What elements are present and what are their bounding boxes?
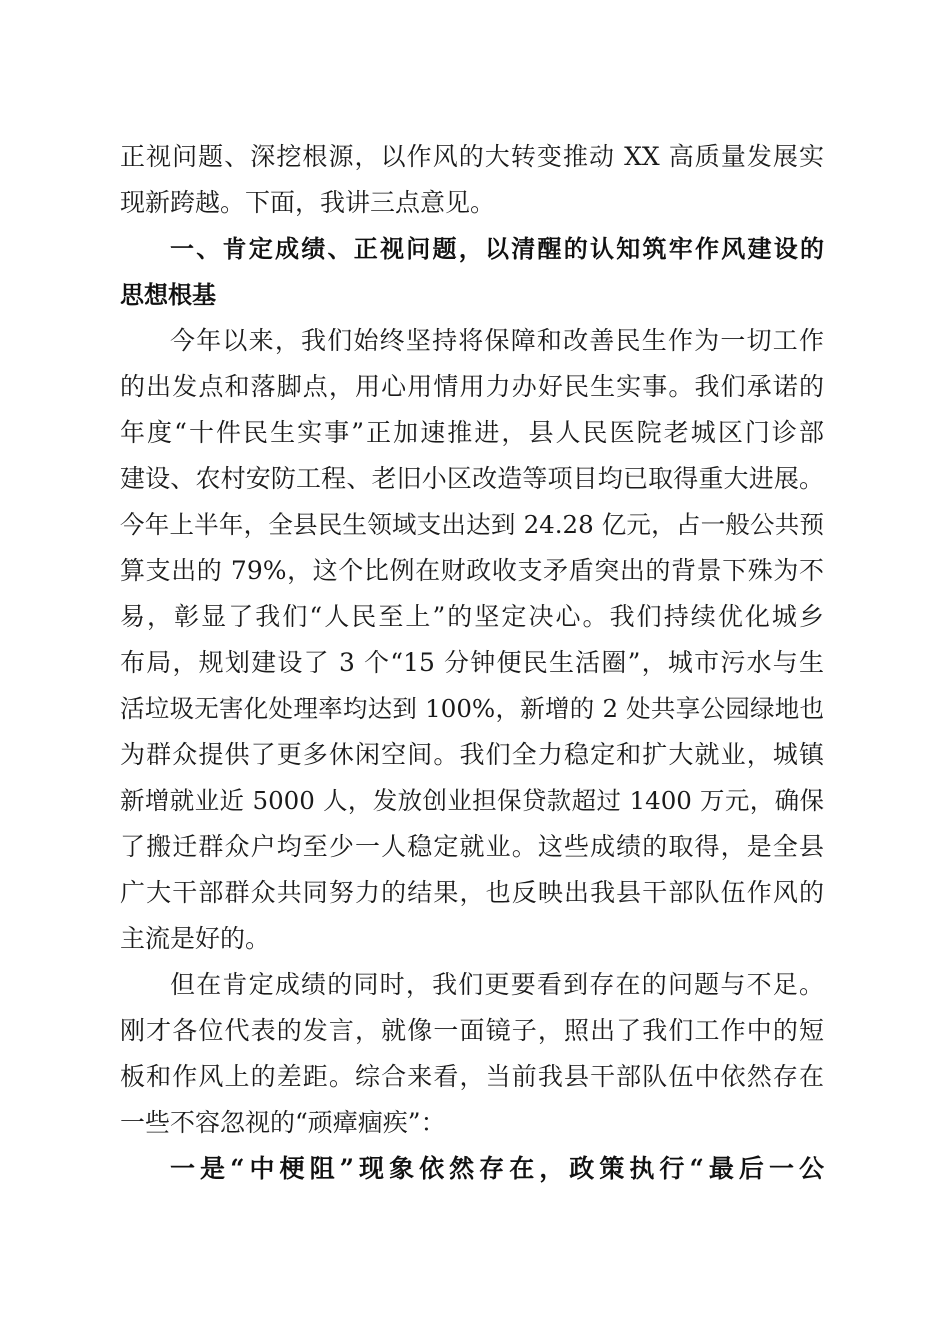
text-line: 一些不容忽视的“顽瘴痼疾”： <box>120 1108 446 1137</box>
section-heading: 一、肯定成绩、正视问题，以清醒的认知筑牢作风建设的 <box>170 235 824 263</box>
text-line: 新增就业近 5000 人，发放创业担保贷款超过 1400 万元，确保 <box>120 786 824 815</box>
section-heading: 思想根基 <box>120 281 216 309</box>
text-line: 刚才各位代表的发言，就像一面镜子，照出了我们工作中的短 <box>120 1016 824 1045</box>
text-line: 主流是好的。 <box>120 924 271 953</box>
text-line: 建设、农村安防工程、老旧小区改造等项目均已取得重大进展。 <box>120 464 824 493</box>
text-line: 今年以来，我们始终坚持将保障和改善民生作为一切工作 <box>170 326 824 355</box>
text-line: 正视问题、深挖根源，以作风的大转变推动 XX 高质量发展实 <box>120 142 824 171</box>
text-line: 算支出的 79%，这个比例在财政收支矛盾突出的背景下殊为不 <box>120 556 824 585</box>
point-heading: 一是“中梗阻”现象依然存在，政策执行“最后一公 <box>170 1154 824 1183</box>
text-line: 了搬迁群众户均至少一人稳定就业。这些成绩的取得，是全县 <box>120 832 824 861</box>
text-line: 年度“十件民生实事”正加速推进，县人民医院老城区门诊部 <box>120 418 824 447</box>
text-line: 易，彰显了我们“人民至上”的坚定决心。我们持续优化城乡 <box>120 602 824 631</box>
text-line: 板和作风上的差距。综合来看，当前我县干部队伍中依然存在 <box>120 1062 824 1091</box>
text-line: 为群众提供了更多休闲空间。我们全力稳定和扩大就业，城镇 <box>120 740 824 769</box>
text-line: 今年上半年，全县民生领域支出达到 24.28 亿元，占一般公共预 <box>120 510 824 539</box>
text-line: 的出发点和落脚点，用心用情用力办好民生实事。我们承诺的 <box>120 372 824 401</box>
text-line: 现新跨越。下面，我讲三点意见。 <box>120 188 496 217</box>
text-line: 广大干部群众共同努力的结果，也反映出我县干部队伍作风的 <box>120 878 824 907</box>
text-line: 活垃圾无害化处理率均达到 100%，新增的 2 处共享公园绿地也 <box>120 694 824 723</box>
text-line: 但在肯定成绩的同时，我们更要看到存在的问题与不足。 <box>170 970 824 999</box>
document-body <box>120 134 824 1192</box>
text-line: 布局，规划建设了 3 个“15 分钟便民生活圈”，城市污水与生 <box>120 648 824 677</box>
